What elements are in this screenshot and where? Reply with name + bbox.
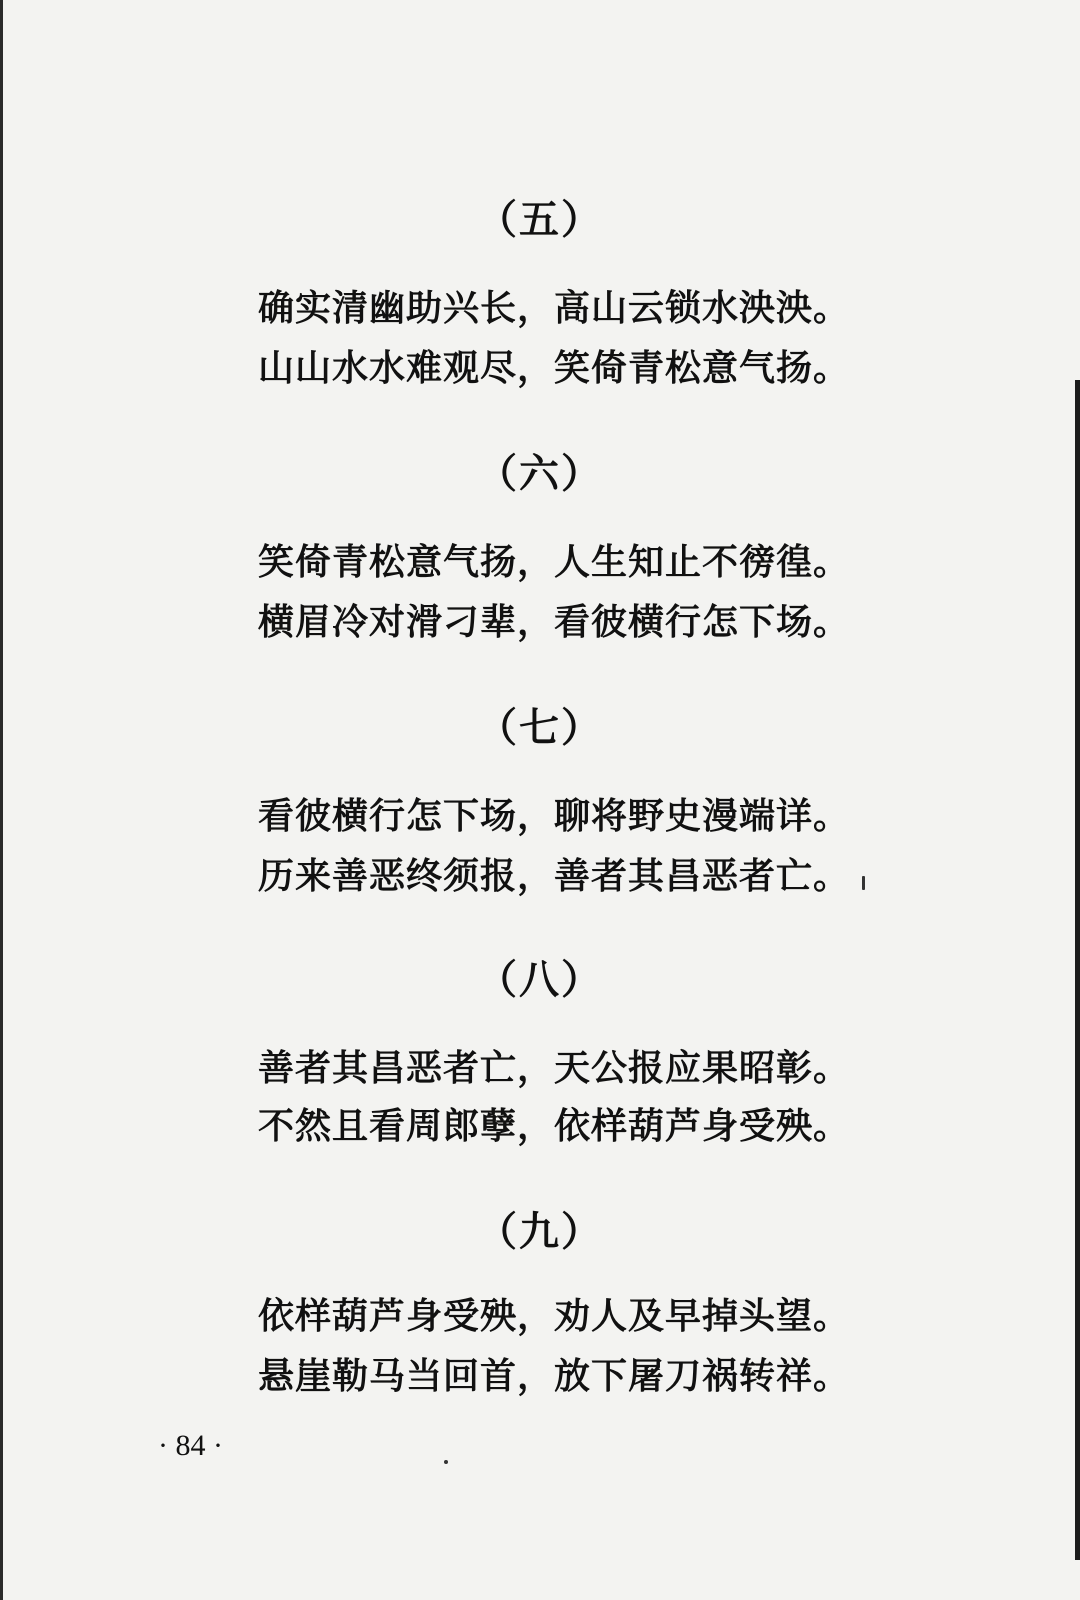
poem-8-line-2: 不然且看周郎孽，依样葫芦身受殃。 <box>258 1105 851 1147</box>
poem-heading-9: （九） <box>477 1208 603 1255</box>
poem-heading-8: （八） <box>477 956 603 1003</box>
poem-6-line-2: 横眉冷对滑刁辈，看彼横行怎下场。 <box>258 601 851 643</box>
scan-mark <box>862 876 865 890</box>
poem-5-line-1: 确实清幽助兴长，高山云锁水泱泱。 <box>258 287 851 329</box>
poem-8-line-1: 善者其昌恶者亡，天公报应果昭彰。 <box>258 1047 851 1089</box>
poem-heading-6: （六） <box>477 450 603 497</box>
poem-6-line-1: 笑倚青松意气扬，人生知止不徬徨。 <box>258 541 851 583</box>
scan-speck <box>444 1460 448 1464</box>
page-number: · 84 · <box>158 1429 223 1462</box>
poem-heading-5: （五） <box>477 196 603 243</box>
poem-heading-7: （七） <box>477 704 603 751</box>
poem-5-line-2: 山山水水难观尽，笑倚青松意气扬。 <box>258 347 851 389</box>
poem-7-line-2: 历来善恶终须报，善者其昌恶者亡。 <box>258 855 851 897</box>
poem-9-line-2: 悬崖勒马当回首，放下屠刀祸转祥。 <box>258 1355 851 1397</box>
poem-9-line-1: 依样葫芦身受殃，劝人及早掉头望。 <box>258 1295 851 1337</box>
poem-7-line-1: 看彼横行怎下场，聊将野史漫端详。 <box>258 795 851 837</box>
